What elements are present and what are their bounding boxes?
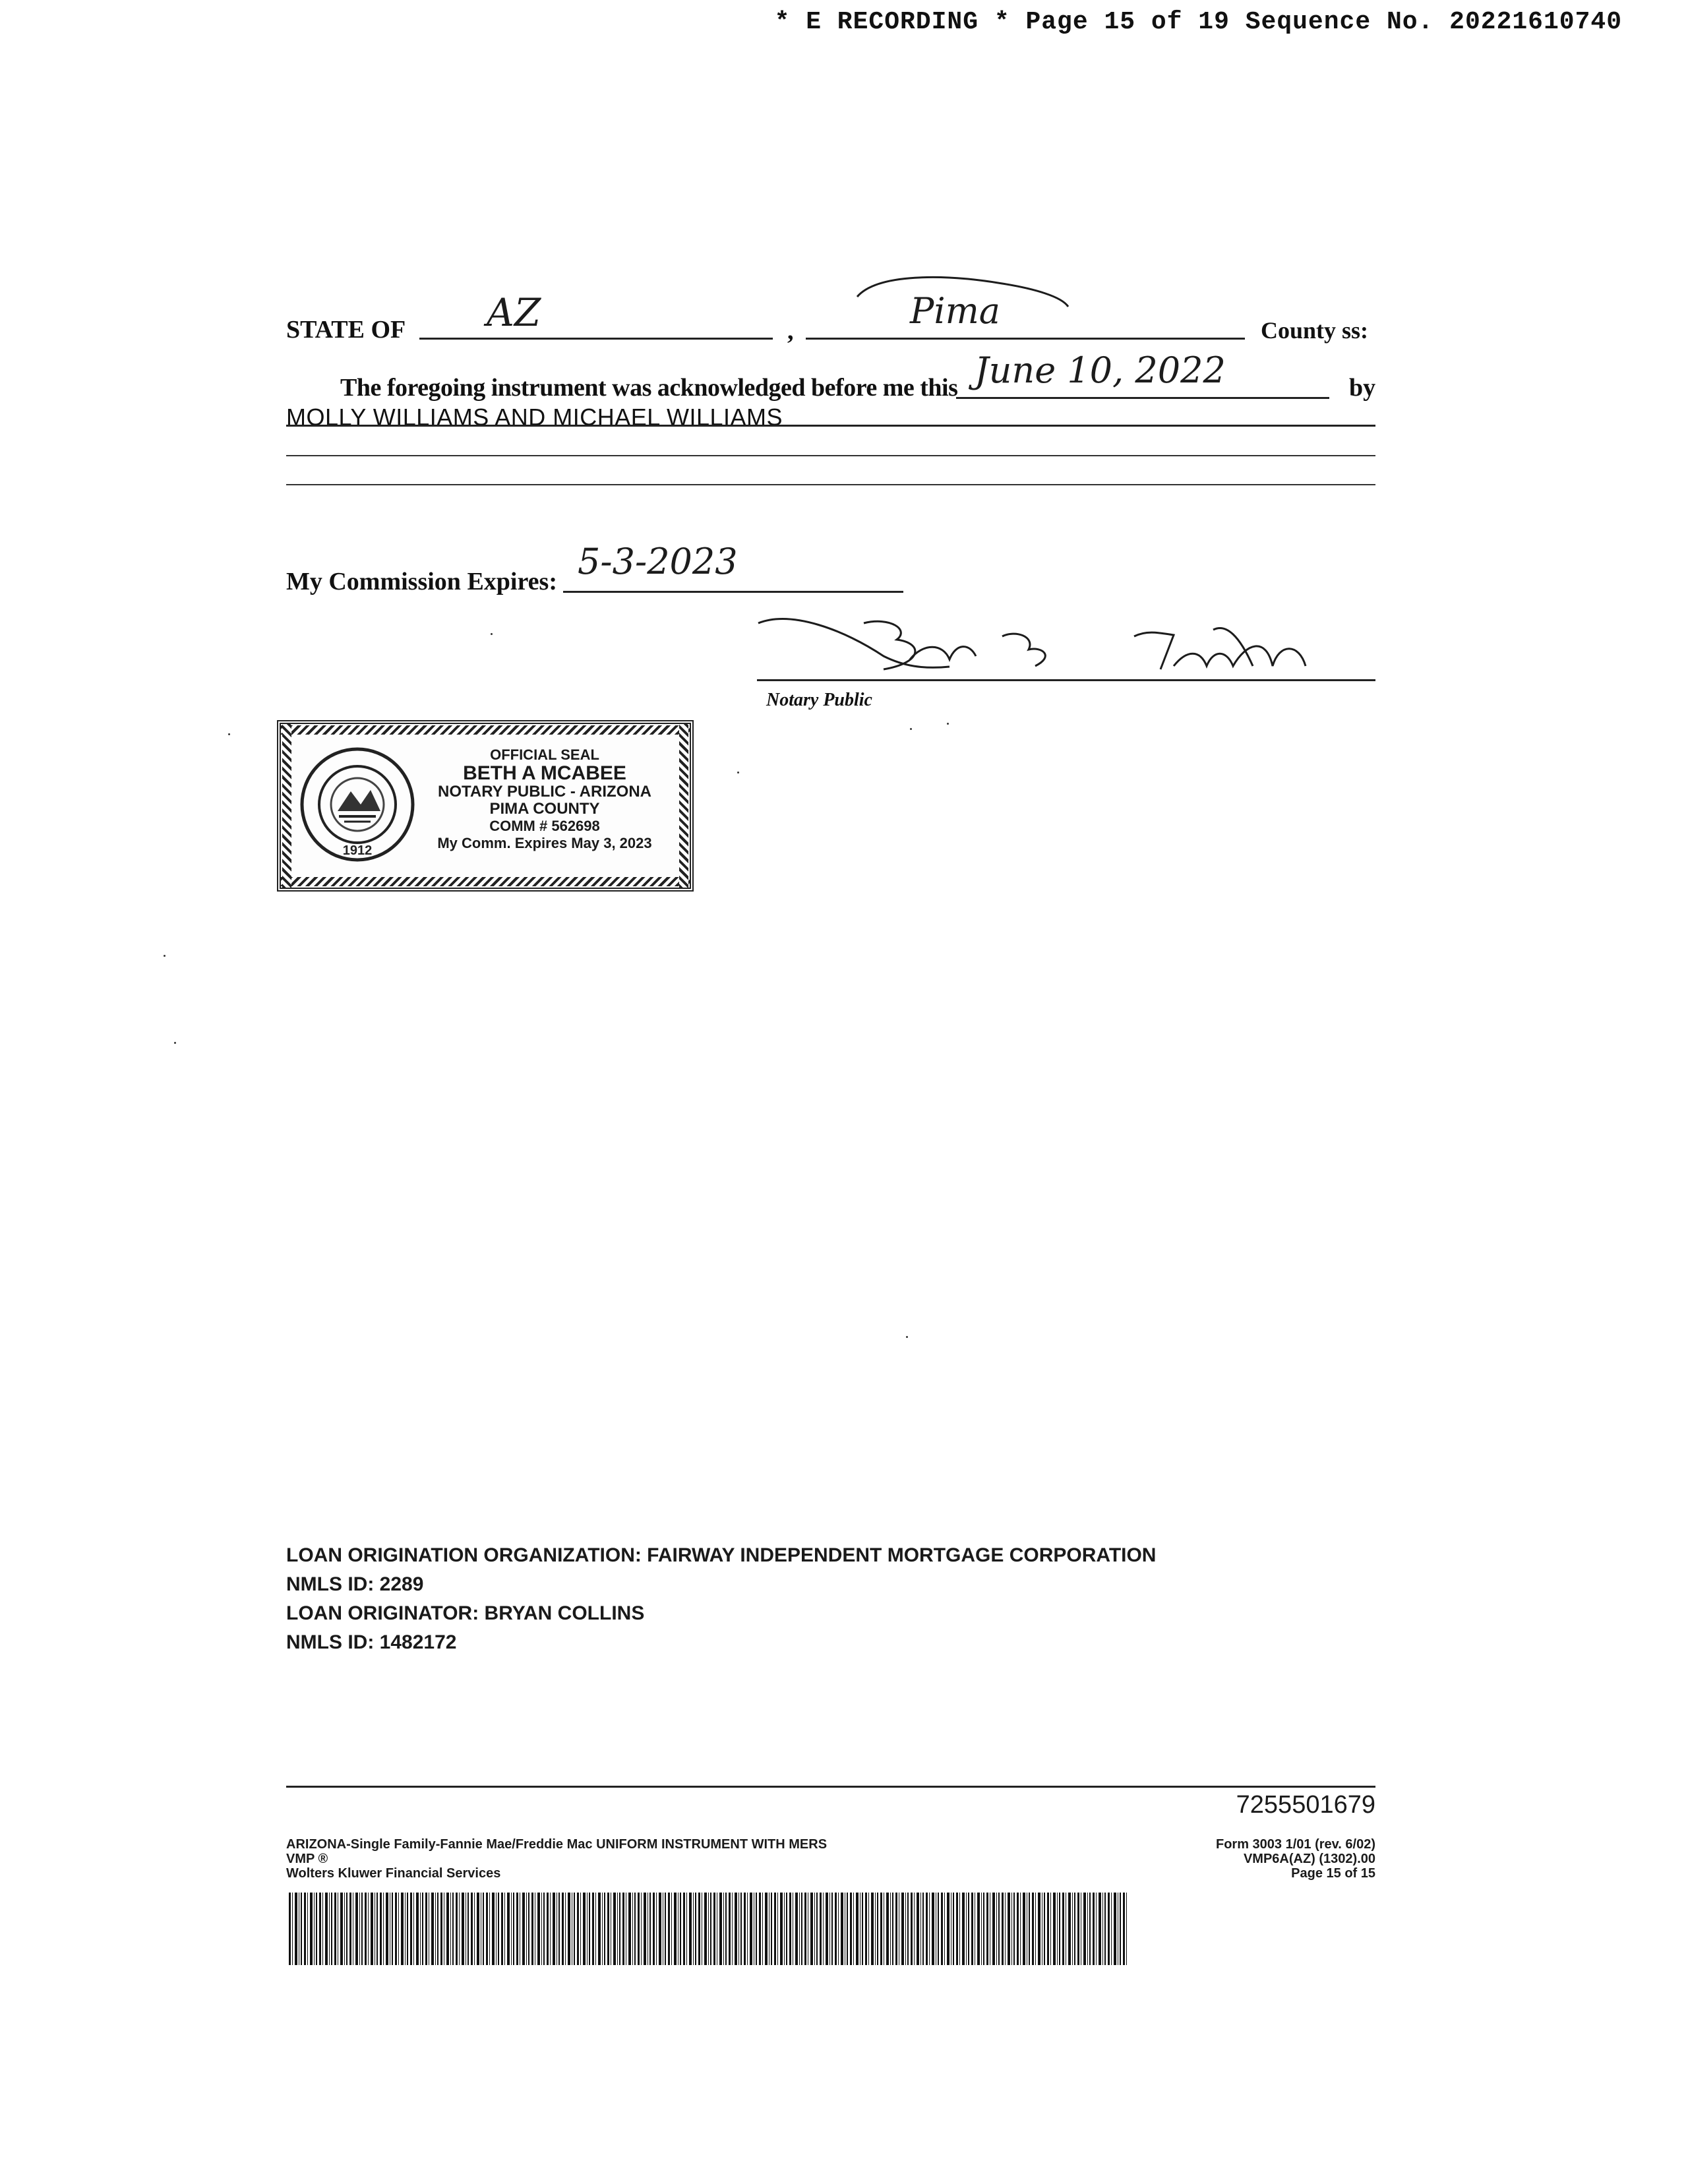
seal-line-expires: My Comm. Expires May 3, 2023	[437, 835, 652, 851]
seal-border-top	[281, 725, 690, 735]
seal-line-county: PIMA COUNTY	[489, 800, 600, 818]
scan-speck	[947, 723, 949, 725]
seal-border-bottom	[281, 877, 690, 886]
scan-speck	[174, 1042, 176, 1044]
recording-header: * E RECORDING * Page 15 of 19 Sequence No. 20221610740	[774, 8, 1622, 36]
by-label: by	[1349, 374, 1376, 402]
date-value-handwritten: June 10, 2022	[975, 349, 1226, 391]
seal-border-right	[679, 724, 688, 888]
notary-title: Notary Public	[766, 690, 872, 710]
seal-line-name: BETH A MCABEE	[463, 762, 626, 784]
loan-origination-organization: LOAN ORIGINATION ORGANIZATION: FAIRWAY INDEPENDENT MORTGAGE CORPORATION	[286, 1544, 1157, 1566]
county-label: County ss:	[1261, 317, 1369, 344]
seal-line-comm: COMM # 562698	[489, 818, 600, 834]
document-barcode	[289, 1893, 1129, 1965]
scan-speck	[737, 772, 739, 774]
commission-underline	[563, 591, 903, 593]
scan-speck	[164, 955, 166, 957]
date-underline	[956, 397, 1329, 399]
official-notary-seal	[277, 720, 694, 892]
comma-separator: ,	[787, 317, 794, 345]
scan-speck	[228, 733, 230, 735]
originator-nmls-id: NMLS ID: 1482172	[286, 1631, 457, 1653]
blank-line-1	[286, 455, 1375, 456]
county-flourish	[851, 270, 1075, 310]
county-value-handwritten: Pima	[910, 290, 1001, 332]
commission-label: My Commission Expires:	[286, 568, 557, 595]
scan-speck	[491, 633, 493, 635]
seal-line-title: NOTARY PUBLIC - ARIZONA	[438, 783, 651, 801]
names-underline	[286, 425, 1375, 427]
foregoing-text: The foregoing instrument was acknowledged before me this	[340, 374, 958, 402]
footer-form-number: Form 3003 1/01 (rev. 6/02)	[1216, 1837, 1375, 1852]
loan-originator: LOAN ORIGINATOR: BRYAN COLLINS	[286, 1602, 645, 1624]
footer-vmp-code: VMP6A(AZ) (1302).00	[1243, 1852, 1375, 1866]
state-underline	[419, 338, 773, 340]
state-label: STATE OF	[286, 316, 406, 344]
loan-number: 7255501679	[1236, 1791, 1375, 1819]
footer-divider	[286, 1786, 1375, 1788]
notary-signature-line	[757, 679, 1375, 681]
scan-speck	[906, 1336, 908, 1338]
scan-speck	[910, 728, 912, 730]
seal-line-official: OFFICIAL SEAL	[490, 746, 599, 763]
acknowledging-names: MOLLY WILLIAMS AND MICHAEL WILLIAMS	[286, 404, 783, 431]
seal-border-left	[282, 724, 291, 888]
blank-line-2	[286, 484, 1375, 485]
commission-value-handwritten: 5-3-2023	[578, 541, 738, 582]
notary-signature-image	[752, 603, 1385, 682]
footer-vmp: VMP ®	[286, 1852, 328, 1866]
arizona-state-seal-emblem	[298, 739, 417, 870]
county-underline	[806, 338, 1245, 340]
footer-page-number: Page 15 of 15	[1291, 1866, 1375, 1881]
state-value-handwritten: AZ	[487, 290, 541, 335]
footer-publisher: Wolters Kluwer Financial Services	[286, 1866, 501, 1881]
organization-nmls-id: NMLS ID: 2289	[286, 1573, 424, 1595]
footer-form-title: ARIZONA-Single Family-Fannie Mae/Freddie Mac UNIFORM INSTRUMENT WITH MERS	[286, 1837, 828, 1852]
svg-text:1912: 1912	[342, 843, 373, 858]
